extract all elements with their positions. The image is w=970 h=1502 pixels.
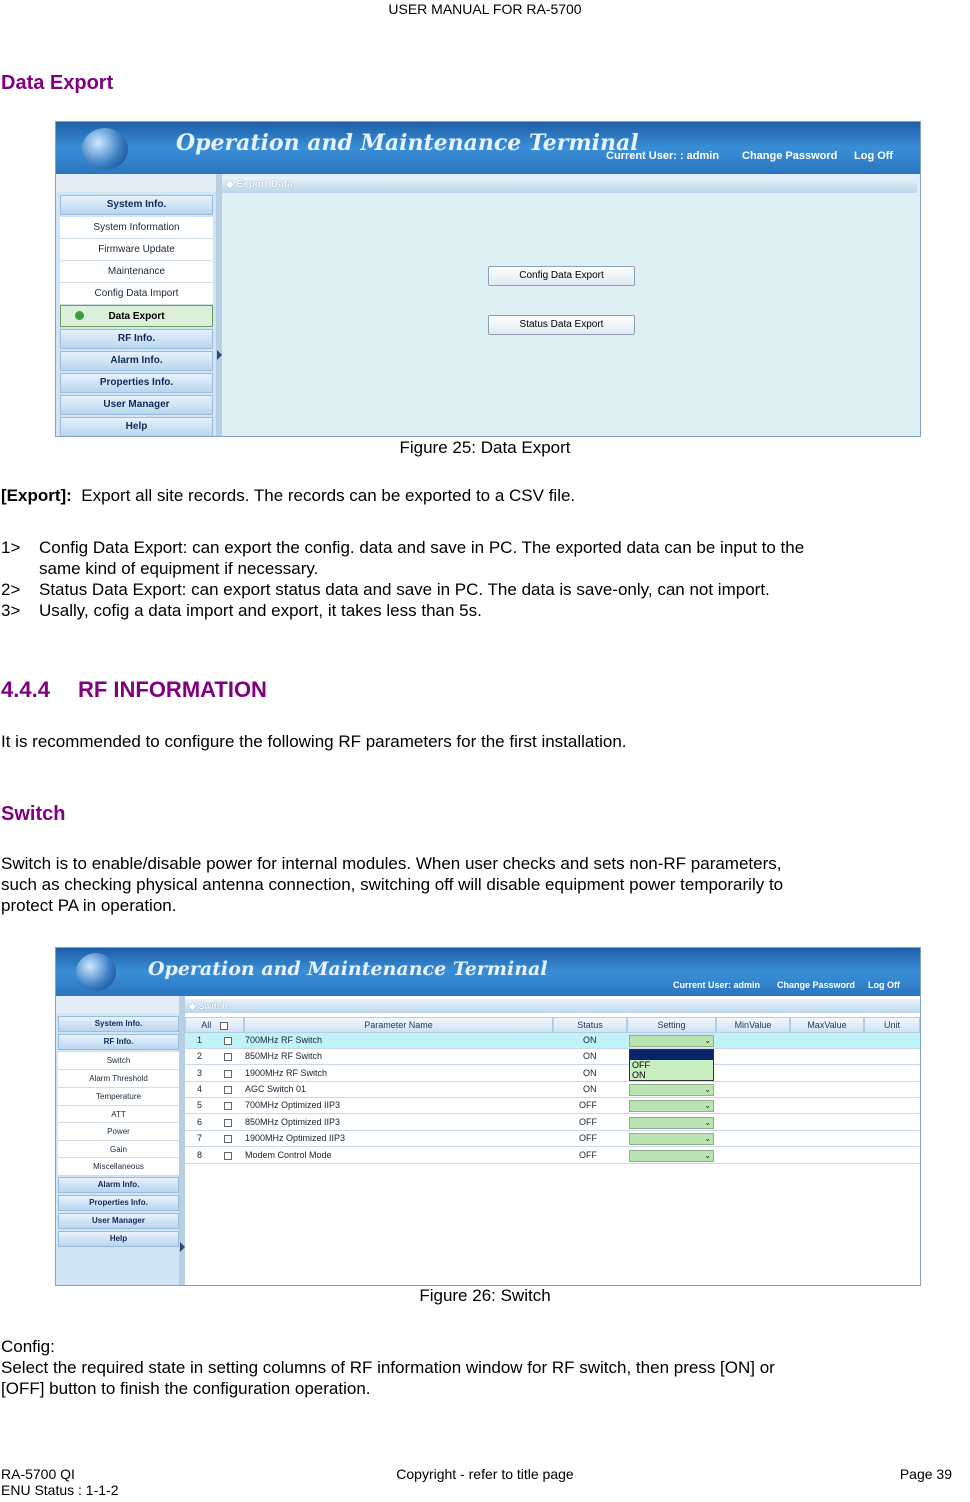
list-item-continuation	[1, 558, 970, 579]
menu-rf-info[interactable]: RF Info.	[60, 329, 213, 349]
switch-screenshot	[55, 947, 921, 1286]
active-arrow-icon	[75, 311, 84, 320]
table-row[interactable]	[185, 1033, 920, 1049]
list-text: Config Data Export: can export the config. data and save in PC. The exported data can be input to the	[39, 538, 805, 557]
row-checkbox[interactable]	[224, 1070, 232, 1078]
column-header-setting: Setting	[627, 1017, 716, 1033]
dropdown-highlight	[630, 1050, 713, 1060]
current-user-label: Current User: : admin	[606, 150, 720, 162]
table-row[interactable]	[185, 1098, 920, 1114]
setting-select[interactable]	[629, 1133, 714, 1145]
change-password-link[interactable]: Change Password	[777, 980, 856, 990]
table-row[interactable]	[185, 1114, 920, 1131]
app-title: Operation and Maintenance Terminal	[176, 130, 639, 156]
column-header-unit: Unit	[864, 1017, 920, 1033]
collapse-arrow-icon	[217, 350, 222, 360]
table-row[interactable]	[185, 1131, 920, 1147]
menu-user-manager[interactable]: User Manager	[60, 395, 213, 415]
menu-item-firmware-update[interactable]: Firmware Update	[60, 239, 213, 261]
heading-text: RF INFORMATION	[77, 677, 267, 702]
figure-26-caption: Figure 26: Switch	[419, 1286, 551, 1305]
menu-properties-info[interactable]: Properties Info.	[60, 373, 213, 393]
row-status: ON	[583, 1068, 597, 1078]
list-number: 3>	[1, 601, 21, 620]
content-title: ◆ Switch	[189, 1001, 228, 1011]
menu-item-switch[interactable]: Switch	[58, 1052, 179, 1070]
menu-item-maintenance[interactable]: Maintenance	[60, 261, 213, 283]
splitter-handle[interactable]	[216, 174, 222, 436]
figure-25-caption: Figure 25: Data Export	[399, 438, 571, 457]
switch-line: such as checking physical antenna connection, switching off will disable equipment power temporarily to	[1, 875, 784, 894]
config-line: [OFF] button to finish the configuration operation.	[1, 1379, 371, 1398]
row-checkbox[interactable]	[224, 1135, 232, 1143]
menu-alarm-info[interactable]: Alarm Info.	[58, 1177, 179, 1193]
row-checkbox[interactable]	[224, 1119, 232, 1127]
list-number: 2>	[1, 580, 21, 599]
switch-line: Switch is to enable/disable power for internal modules. When user checks and sets non-RF parameters,	[1, 854, 782, 873]
row-number: 4	[197, 1084, 203, 1094]
menu-item-alarm-threshold[interactable]: Alarm Threshold	[58, 1070, 179, 1088]
row-status: ON	[583, 1051, 597, 1061]
globe-logo-icon	[82, 128, 128, 170]
list-number: 1>	[1, 538, 21, 557]
content-title-bar	[222, 177, 917, 193]
row-number: 3	[197, 1068, 203, 1078]
footer-status: ENU Status : 1-1-2	[1, 1482, 119, 1498]
row-parameter-name: 1900MHz RF Switch	[245, 1068, 328, 1078]
sidebar	[56, 174, 216, 436]
menu-alarm-info[interactable]: Alarm Info.	[60, 351, 213, 371]
row-checkbox[interactable]	[224, 1037, 232, 1045]
config-label: Config:	[1, 1337, 55, 1356]
page-header: USER MANUAL FOR RA-5700	[388, 1, 582, 17]
menu-system-info[interactable]: System Info.	[58, 1016, 179, 1032]
menu-item-att[interactable]: ATT	[58, 1106, 179, 1123]
log-off-link[interactable]: Log Off	[854, 150, 894, 162]
section-heading-rf-information	[1, 677, 267, 703]
footer-copyright: Copyright - refer to title page	[396, 1466, 574, 1482]
globe-logo-icon	[76, 953, 116, 991]
row-number: 5	[197, 1100, 203, 1110]
dropdown-option-off[interactable]: OFF	[632, 1060, 650, 1070]
row-checkbox[interactable]	[224, 1102, 232, 1110]
setting-select[interactable]	[629, 1150, 714, 1162]
chevron-down-icon: ⌄	[704, 1151, 711, 1160]
menu-item-system-information[interactable]: System Information	[60, 217, 213, 239]
menu-system-info[interactable]: System Info.	[60, 195, 213, 215]
chevron-down-icon: ⌄	[704, 1118, 711, 1127]
row-status: OFF	[579, 1117, 597, 1127]
menu-item-gain[interactable]: Gain	[58, 1141, 179, 1158]
switch-table-body	[185, 1033, 920, 1165]
row-status: OFF	[579, 1100, 597, 1110]
row-parameter-name: 850MHz Optimized IIP3	[245, 1117, 341, 1127]
banner	[56, 122, 920, 174]
table-row[interactable]	[185, 1065, 920, 1082]
sidebar	[56, 996, 179, 1285]
table-row[interactable]	[185, 1082, 920, 1098]
row-checkbox[interactable]	[224, 1152, 232, 1160]
rf-intro: It is recommended to configure the following RF parameters for the first installation.	[1, 732, 627, 751]
row-parameter-name: 850MHz RF Switch	[245, 1051, 323, 1061]
menu-item-temperature[interactable]: Temperature	[58, 1088, 179, 1106]
chevron-down-icon: ⌄	[704, 1085, 711, 1094]
export-text: Export all site records. The records can be exported to a CSV file.	[81, 486, 576, 505]
log-off-link[interactable]: Log Off	[868, 980, 900, 990]
list-text: Usally, cofig a data import and export, it takes less than 5s.	[39, 601, 482, 620]
export-paragraph	[1, 485, 575, 506]
status-data-export-button[interactable]: Status Data Export	[488, 315, 635, 335]
row-parameter-name: 700MHz Optimized IIP3	[245, 1100, 341, 1110]
row-status: OFF	[579, 1150, 597, 1160]
menu-item-power[interactable]: Power	[58, 1123, 179, 1141]
select-all-checkbox[interactable]	[220, 1022, 228, 1030]
setting-dropdown-list[interactable]	[629, 1049, 714, 1081]
table-row[interactable]	[185, 1147, 920, 1164]
heading-number: 4.4.4	[1, 677, 50, 702]
menu-properties-info[interactable]: Properties Info.	[58, 1195, 179, 1211]
menu-help[interactable]: Help	[60, 417, 213, 437]
column-header-status: Status	[553, 1017, 627, 1033]
chevron-down-icon: ⌄	[704, 1101, 711, 1110]
export-label: [Export]:	[1, 486, 72, 505]
menu-item-config-data-import[interactable]: Config Data Import	[60, 283, 213, 305]
change-password-link[interactable]: Change Password	[742, 150, 838, 162]
row-parameter-name: 1900MHz Optimized IIP3	[245, 1133, 346, 1143]
list-text: Status Data Export: can export status data and save in PC. The data is save-only, can not import.	[39, 580, 770, 599]
row-number: 2	[197, 1051, 203, 1061]
content-title-bar	[185, 999, 920, 1013]
switch-paragraph	[1, 853, 970, 916]
row-number: 7	[197, 1133, 203, 1143]
list-item	[1, 537, 970, 558]
config-data-export-button[interactable]: Config Data Export	[488, 266, 635, 286]
banner	[56, 948, 920, 996]
column-header-all	[185, 1017, 244, 1033]
export-list	[1, 537, 970, 621]
row-status: ON	[583, 1035, 597, 1045]
setting-select[interactable]	[629, 1084, 714, 1096]
dropdown-option-on[interactable]: ON	[632, 1070, 646, 1080]
config-paragraph	[1, 1336, 970, 1399]
section-heading-data-export: Data Export	[1, 72, 114, 94]
menu-help[interactable]: Help	[58, 1231, 179, 1247]
current-user-label: Current User: admin	[673, 980, 761, 990]
chevron-down-icon: ⌄	[704, 1134, 711, 1143]
row-checkbox[interactable]	[224, 1053, 232, 1061]
row-number: 8	[197, 1150, 203, 1160]
footer-doc-id: RA-5700 QI	[1, 1466, 75, 1482]
row-parameter-name: AGC Switch 01	[245, 1084, 307, 1094]
all-label: All	[201, 1020, 212, 1030]
menu-item-data-export[interactable]	[60, 305, 213, 327]
table-row[interactable]	[185, 1049, 920, 1065]
row-parameter-name: 700MHz RF Switch	[245, 1035, 323, 1045]
menu-user-manager[interactable]: User Manager	[58, 1213, 179, 1229]
footer-page-number: Page 39	[899, 1466, 952, 1482]
section-heading-switch: Switch	[1, 803, 66, 825]
data-export-label: Data Export	[108, 311, 165, 322]
chevron-down-icon: ⌄	[704, 1036, 711, 1045]
row-number: 1	[197, 1035, 203, 1045]
row-parameter-name: Modem Control Mode	[245, 1150, 332, 1160]
menu-rf-info[interactable]: RF Info.	[58, 1034, 179, 1050]
collapse-arrow-icon	[180, 1242, 185, 1252]
row-status: ON	[583, 1084, 597, 1094]
list-item	[1, 600, 970, 621]
menu-item-miscellaneous[interactable]: Miscellaneous	[58, 1158, 179, 1176]
config-line: Select the required state in setting columns of RF information window for RF switch, then press [ON] or	[1, 1358, 775, 1377]
setting-select[interactable]	[629, 1100, 714, 1112]
column-header-maxvalue: MaxValue	[790, 1017, 864, 1033]
setting-select[interactable]	[629, 1035, 714, 1047]
column-header-minvalue: MinValue	[716, 1017, 790, 1033]
row-number: 6	[197, 1117, 203, 1127]
list-item	[1, 579, 970, 600]
list-text-continued: same kind of equipment if necessary.	[39, 559, 319, 578]
content-title: ◆ Export Data	[226, 179, 293, 190]
switch-line: protect PA in operation.	[1, 896, 177, 915]
row-checkbox[interactable]	[224, 1086, 232, 1094]
data-export-screenshot	[55, 121, 921, 437]
row-status: OFF	[579, 1133, 597, 1143]
setting-select[interactable]	[629, 1117, 714, 1129]
app-title: Operation and Maintenance Terminal	[148, 958, 548, 980]
column-header-parameter-name: Parameter Name	[244, 1017, 553, 1033]
